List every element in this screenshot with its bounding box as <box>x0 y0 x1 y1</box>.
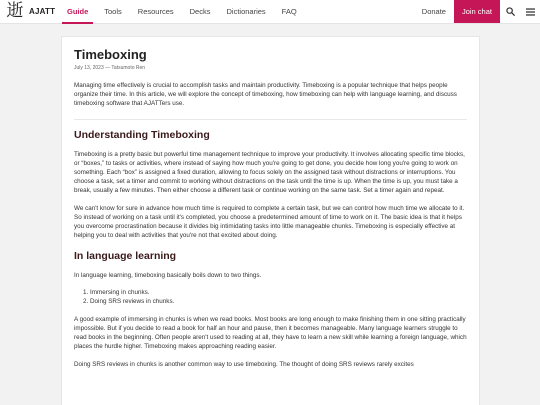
hamburger-menu-icon[interactable] <box>520 0 540 23</box>
nav-link-resources[interactable]: Resources <box>137 7 174 16</box>
ordered-list <box>74 288 467 307</box>
logo-glyph-icon: 逝 <box>6 1 24 21</box>
nav-link-guide[interactable]: Guide <box>62 0 93 23</box>
nav-link-tools[interactable]: Tools <box>104 7 122 16</box>
article-title: Timeboxing <box>74 47 147 62</box>
article-meta: July 13, 2023 — Tatsumoto Ren <box>74 65 146 71</box>
section-in-language-learning <box>74 250 467 368</box>
list-item: 2. Doing SRS reviews in chunks. <box>90 297 467 307</box>
donate-link[interactable]: Donate <box>421 7 446 16</box>
nav-link-faq[interactable]: FAQ <box>281 7 297 16</box>
section-heading: Understanding Timeboxing <box>74 128 210 141</box>
paragraph: A good example of immersing in chunks is when we read books. Most books are long enough to make finishing them in one sitting practically impossible. But if you decide to read a book for half an hour and pause, then it becomes manageable. Many language learners struggle to read books in the beginning. Often people aren't used to reading at all, they have to learn a new skill while learning a foreign language, which places the hurdle higher. Timeboxing makes approaching reading easier. <box>74 315 467 351</box>
list-item: 1. Immersing in chunks. <box>90 288 467 298</box>
nav-links <box>62 0 308 23</box>
top-navbar <box>0 0 540 24</box>
article-intro: Managing time effectively is crucial to accomplish tasks and maintain productivity. Timeboxing is a popular technique that helps people organize their time. In this article, we will explore the concept of timeboxing, how timeboxing can help with language learning, and discuss timeboxing software that AJATTers use. <box>74 82 457 108</box>
search-icon[interactable] <box>500 0 520 23</box>
nav-link-dictionaries[interactable]: Dictionaries <box>226 7 266 16</box>
join-chat-button[interactable]: Join chat <box>454 0 500 23</box>
site-logo[interactable] <box>0 0 62 23</box>
section-understanding-timeboxing <box>74 119 467 241</box>
nav-actions <box>414 0 540 23</box>
paragraph: Doing SRS reviews in chunks is another common way to use timeboxing. The thought of doing SRS reviews rarely excites <box>74 360 414 368</box>
logo-text: AJATT <box>29 7 56 16</box>
paragraph: Timeboxing is a pretty basic but powerful time management technique to improve your productivity. It involves allocating specific time blocks, or “boxes,” to tasks or activities, where instead of saying how much you're going to get done, you decide how long you're going to work on something. Each “box” is assigned a fixed duration, allowing to focus solely on the assigned task without distractions or interruptions. You choose a task, set a timer and commit to working without distractions on the task until the time is up. When the time is up, you must take a break, usually a few minutes. Then either choose a different task or continue working on the same task. Set a timer again and repeat. <box>74 150 465 195</box>
paragraph: In language learning, timeboxing basically boils down to two things. <box>74 272 262 280</box>
nav-link-decks[interactable]: Decks <box>189 7 211 16</box>
article-card <box>61 36 480 405</box>
paragraph: We can't know for sure in advance how much time is required to complete a certain task, but we can control how much time we allocate to it. So instead of working on a task until it's completed, you choose a predetermined amount of time to work on it. The basic idea is that it helps you overcome procrastination because it divides big intimidating tasks into little manageable chunks. Timeboxing is especially effective at helping you to deal with activities that you're not that excited about doing. <box>74 204 465 240</box>
section-heading: In language learning <box>74 250 177 263</box>
